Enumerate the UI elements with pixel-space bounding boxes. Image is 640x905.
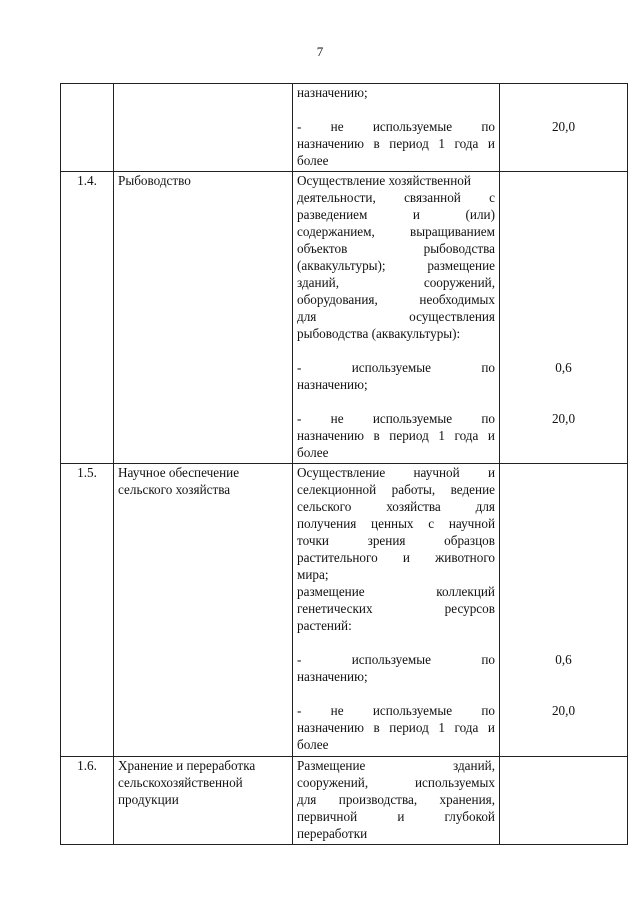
description-line: назначению; [297,85,368,100]
row-name-cell [114,464,293,757]
value-used: 0,6 [555,652,572,667]
table-row [61,757,628,845]
row-value-cell [500,464,628,757]
page-number: 7 [316,44,324,59]
description-line: деятельности, связанной с [297,190,495,205]
used-item-line: назначению; [297,669,368,684]
name-line: сельскохозяйственной [118,775,243,790]
row-number-cell: 1.6. [61,757,114,845]
description-line: для производства, хранения, [297,792,495,807]
description-line: оборудования, необходимых [297,292,495,307]
table-row [61,172,628,464]
description-line: объектов рыбоводства [297,241,495,256]
name-line: Рыбоводство [118,173,191,188]
description-line: точки зрения образцов [297,533,495,548]
value-not-used: 20,0 [551,411,576,426]
row-description-cell [293,172,500,464]
not-used-item-line: более [297,153,329,168]
description-line: растительного и животного [297,550,495,565]
description-line: селекционной работы, ведение [297,482,495,497]
description-line: Осуществление научной и [297,465,495,480]
used-item-line: - используемые по [297,360,495,375]
row-name-cell [114,172,293,464]
not-used-item-line: более [297,445,329,460]
not-used-item-line: назначению в период 1 года и [297,428,495,443]
description-line: размещение коллекций [297,584,495,599]
land-use-table [60,83,628,845]
not-used-item-line: - не используемые по [297,411,495,426]
description-line: зданий, сооружений, [297,275,495,290]
not-used-item-line: назначению в период 1 года и [297,720,495,735]
description-line: (аквакультуры); размещение [297,258,495,273]
description-line: мира; [297,567,329,582]
not-used-item-line: назначению в период 1 года и [297,136,495,151]
description-line: генетических ресурсов [297,601,495,616]
row-description-cell [293,84,500,172]
table-row [61,464,628,757]
description-line: разведением и (или) [297,207,495,222]
description-line: переработки [297,826,368,841]
name-line: продукции [118,792,179,807]
value-not-used: 20,0 [551,119,576,134]
description-line: сооружений, используемых [297,775,495,790]
description-line: растений: [297,618,352,633]
row-value-cell [500,757,628,845]
description-line: Размещение зданий, [297,758,495,773]
description-line: содержанием, выращиванием [297,224,495,239]
row-name-cell [114,84,293,172]
not-used-item-line: - не используемые по [297,703,495,718]
row-value-cell [500,84,628,172]
row-number-cell: 1.5. [61,464,114,757]
description-line: первичной и глубокой [297,809,495,824]
name-line: сельского хозяйства [118,482,231,497]
value-not-used: 20,0 [551,703,576,718]
description-line: Осуществление хозяйственной [297,173,471,188]
used-item-line: - используемые по [297,652,495,667]
row-description-cell [293,464,500,757]
used-item-line: назначению; [297,377,368,392]
row-number-cell [61,84,114,172]
description-line: для осуществления [297,309,495,324]
row-description-cell [293,757,500,845]
not-used-item-line: - не используемые по [297,119,495,134]
row-number-cell: 1.4. [61,172,114,464]
description-line: получения ценных с научной [297,516,495,531]
table-row [61,84,628,172]
description-line: рыбоводства (аквакультуры): [297,326,461,341]
row-value-cell [500,172,628,464]
value-used: 0,6 [555,360,572,375]
name-line: Хранение и переработка [118,758,256,773]
not-used-item-line: более [297,737,329,752]
description-line: сельского хозяйства для [297,499,495,514]
name-line: Научное обеспечение [118,465,240,480]
row-name-cell [114,757,293,845]
